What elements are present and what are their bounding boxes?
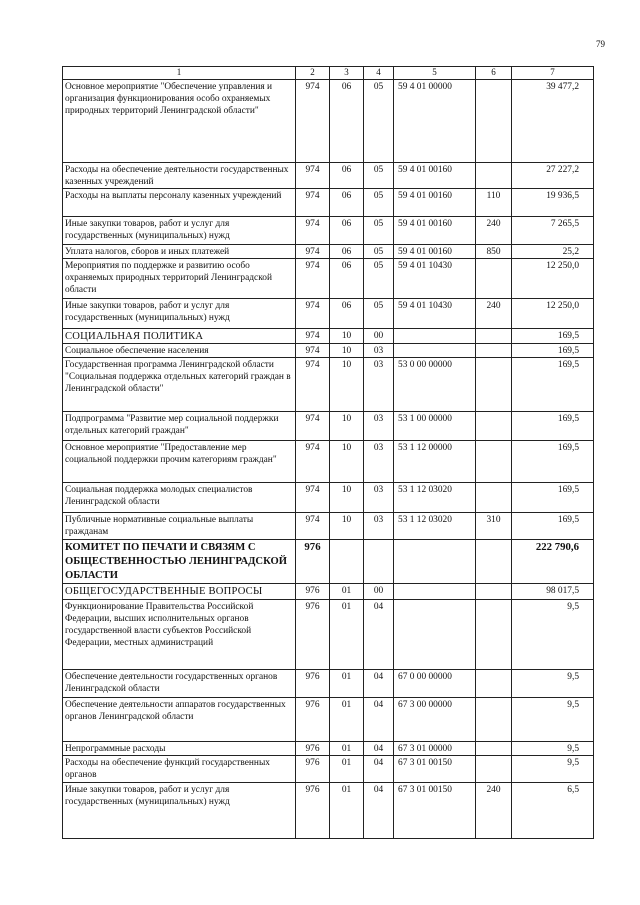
ministry-code: 974	[296, 162, 330, 188]
header-cell: 3	[330, 67, 364, 80]
section-code: 06	[330, 298, 364, 328]
expense-type	[476, 328, 512, 344]
ministry-code: 976	[296, 540, 330, 584]
header-cell: 4	[364, 67, 394, 80]
section-code: 10	[330, 358, 364, 412]
expense-type	[476, 540, 512, 584]
row-name: Основное мероприятие "Обеспечение управления и организация функционирования особо охраняемых природных территорий Ленинградской области"	[63, 79, 296, 162]
row-name: Функционирование Правительства Российской Федерации, высших исполнительных органов государственной власти субъектов Российской Федерации, местных администраций	[63, 599, 296, 669]
expense-type: 240	[476, 216, 512, 244]
row-name: Публичные нормативные социальные выплаты гражданам	[63, 513, 296, 540]
row-name: Обеспечение деятельности государственных органов Ленинградской области	[63, 669, 296, 697]
table-row	[63, 162, 594, 188]
row-name: Основное мероприятие "Предоставление мер социальной поддержки прочим категориям граждан"	[63, 441, 296, 483]
ministry-code: 974	[296, 258, 330, 298]
target-code	[394, 584, 476, 600]
expense-type: 310	[476, 513, 512, 540]
ministry-code: 974	[296, 344, 330, 358]
amount: 169,5	[512, 513, 594, 540]
ministry-code: 974	[296, 328, 330, 344]
subsection-code: 03	[364, 358, 394, 412]
section-code: 10	[330, 328, 364, 344]
table-row	[63, 669, 594, 697]
header-row	[63, 67, 594, 80]
ministry-code: 976	[296, 755, 330, 782]
section-code: 10	[330, 483, 364, 513]
amount: 169,5	[512, 328, 594, 344]
row-name: КОМИТЕТ ПО ПЕЧАТИ И СВЯЗЯМ С ОБЩЕСТВЕННОСТЬЮ ЛЕНИНГРАДСКОЙ ОБЛАСТИ	[63, 540, 296, 584]
table-row	[63, 358, 594, 412]
subsection-code: 04	[364, 599, 394, 669]
row-name: Уплата налогов, сборов и иных платежей	[63, 244, 296, 258]
expense-type	[476, 358, 512, 412]
expense-type	[476, 741, 512, 755]
subsection-code: 05	[364, 79, 394, 162]
subsection-code: 03	[364, 344, 394, 358]
expense-type	[476, 258, 512, 298]
subsection-code: 04	[364, 669, 394, 697]
subsection-code: 03	[364, 412, 394, 441]
row-name: Подпрограмма "Развитие мер социальной поддержки отдельных категорий граждан"	[63, 412, 296, 441]
section-code: 01	[330, 697, 364, 741]
subsection-code: 04	[364, 741, 394, 755]
ministry-code: 974	[296, 358, 330, 412]
ministry-code: 974	[296, 188, 330, 216]
table-row	[63, 244, 594, 258]
amount: 27 227,2	[512, 162, 594, 188]
expense-type	[476, 441, 512, 483]
ministry-code: 974	[296, 513, 330, 540]
section-code: 06	[330, 188, 364, 216]
expense-type	[476, 162, 512, 188]
expense-type: 240	[476, 782, 512, 838]
ministry-code: 974	[296, 412, 330, 441]
header-cell: 2	[296, 67, 330, 80]
subsection-code: 00	[364, 584, 394, 600]
ministry-code: 974	[296, 244, 330, 258]
amount: 7 265,5	[512, 216, 594, 244]
expense-type	[476, 755, 512, 782]
amount: 169,5	[512, 483, 594, 513]
target-code	[394, 540, 476, 584]
ministry-code: 974	[296, 483, 330, 513]
page-number: 79	[596, 39, 605, 49]
target-code	[394, 599, 476, 669]
row-name: Иные закупки товаров, работ и услуг для государственных (муниципальных) нужд	[63, 298, 296, 328]
amount: 12 250,0	[512, 298, 594, 328]
table-row	[63, 344, 594, 358]
subsection-code: 05	[364, 162, 394, 188]
section-code: 10	[330, 513, 364, 540]
subsection-code: 03	[364, 441, 394, 483]
ministry-code: 974	[296, 216, 330, 244]
expense-type: 850	[476, 244, 512, 258]
row-name: Государственная программа Ленинградской области "Социальная поддержка отдельных категорий граждан в Ленинградской области"	[63, 358, 296, 412]
subsection-code: 05	[364, 188, 394, 216]
section-code: 10	[330, 441, 364, 483]
section-code: 01	[330, 755, 364, 782]
target-code: 67 0 00 00000	[394, 669, 476, 697]
expense-type	[476, 79, 512, 162]
section-code	[330, 540, 364, 584]
subsection-code: 04	[364, 782, 394, 838]
expense-type: 110	[476, 188, 512, 216]
table-row	[63, 216, 594, 244]
amount: 6,5	[512, 782, 594, 838]
amount: 169,5	[512, 344, 594, 358]
ministry-code: 976	[296, 669, 330, 697]
section-code: 01	[330, 782, 364, 838]
amount: 9,5	[512, 669, 594, 697]
subsection-code: 04	[364, 755, 394, 782]
amount: 9,5	[512, 741, 594, 755]
target-code: 53 0 00 00000	[394, 358, 476, 412]
section-code: 06	[330, 162, 364, 188]
expense-type	[476, 584, 512, 600]
budget-table	[62, 66, 594, 839]
subsection-code: 03	[364, 483, 394, 513]
row-name: ОБЩЕГОСУДАРСТВЕННЫЕ ВОПРОСЫ	[63, 584, 296, 600]
expense-type	[476, 483, 512, 513]
subsection-code	[364, 540, 394, 584]
amount: 9,5	[512, 755, 594, 782]
table-row	[63, 483, 594, 513]
header-cell: 5	[394, 67, 476, 80]
amount: 169,5	[512, 358, 594, 412]
expense-type	[476, 344, 512, 358]
amount: 19 936,5	[512, 188, 594, 216]
expense-type	[476, 697, 512, 741]
row-name: Обеспечение деятельности аппаратов государственных органов Ленинградской области	[63, 697, 296, 741]
subsection-code: 05	[364, 258, 394, 298]
target-code: 59 4 01 10430	[394, 298, 476, 328]
table-row	[63, 584, 594, 600]
target-code: 59 4 01 00000	[394, 79, 476, 162]
section-code: 06	[330, 258, 364, 298]
table-row	[63, 258, 594, 298]
table-row	[63, 188, 594, 216]
table-row	[63, 697, 594, 741]
subsection-code: 05	[364, 216, 394, 244]
expense-type	[476, 412, 512, 441]
target-code: 67 3 01 00150	[394, 755, 476, 782]
section-code: 01	[330, 741, 364, 755]
row-name: Расходы на обеспечение функций государственных органов	[63, 755, 296, 782]
ministry-code: 976	[296, 782, 330, 838]
ministry-code: 976	[296, 697, 330, 741]
expense-type: 240	[476, 298, 512, 328]
table-row	[63, 328, 594, 344]
amount: 222 790,6	[512, 540, 594, 584]
row-name: Расходы на обеспечение деятельности государственных казенных учреждений	[63, 162, 296, 188]
table-row	[63, 412, 594, 441]
amount: 9,5	[512, 599, 594, 669]
table-row	[63, 79, 594, 162]
amount: 39 477,2	[512, 79, 594, 162]
section-code: 01	[330, 669, 364, 697]
table-row	[63, 782, 594, 838]
target-code: 59 4 01 10430	[394, 258, 476, 298]
amount: 169,5	[512, 441, 594, 483]
row-name: Мероприятия по поддержке и развитию особо охраняемых природных территорий Ленинградской области	[63, 258, 296, 298]
target-code: 53 1 12 03020	[394, 513, 476, 540]
section-code: 10	[330, 412, 364, 441]
target-code: 67 3 01 00000	[394, 741, 476, 755]
target-code: 53 1 12 03020	[394, 483, 476, 513]
row-name: Социальное обеспечение населения	[63, 344, 296, 358]
section-code: 01	[330, 584, 364, 600]
row-name: Социальная поддержка молодых специалистов Ленинградской области	[63, 483, 296, 513]
ministry-code: 974	[296, 441, 330, 483]
target-code: 67 3 00 00000	[394, 697, 476, 741]
expense-type	[476, 599, 512, 669]
target-code: 53 1 00 00000	[394, 412, 476, 441]
table-row	[63, 441, 594, 483]
target-code: 59 4 01 00160	[394, 216, 476, 244]
section-code: 06	[330, 79, 364, 162]
ministry-code: 974	[296, 79, 330, 162]
target-code	[394, 344, 476, 358]
target-code: 59 4 01 00160	[394, 188, 476, 216]
amount: 25,2	[512, 244, 594, 258]
table-row	[63, 513, 594, 540]
subsection-code: 04	[364, 697, 394, 741]
amount: 169,5	[512, 412, 594, 441]
row-name: Иные закупки товаров, работ и услуг для государственных (муниципальных) нужд	[63, 782, 296, 838]
table-row	[63, 298, 594, 328]
row-name: Иные закупки товаров, работ и услуг для государственных (муниципальных) нужд	[63, 216, 296, 244]
header-cell: 7	[512, 67, 594, 80]
ministry-code: 976	[296, 599, 330, 669]
target-code: 67 3 01 00150	[394, 782, 476, 838]
table-row	[63, 755, 594, 782]
header-cell: 6	[476, 67, 512, 80]
subsection-code: 03	[364, 513, 394, 540]
row-name: СОЦИАЛЬНАЯ ПОЛИТИКА	[63, 328, 296, 344]
row-name: Расходы на выплаты персоналу казенных учреждений	[63, 188, 296, 216]
table-row	[63, 599, 594, 669]
expense-type	[476, 669, 512, 697]
table-row	[63, 741, 594, 755]
ministry-code: 976	[296, 741, 330, 755]
ministry-code: 974	[296, 298, 330, 328]
target-code: 53 1 12 00000	[394, 441, 476, 483]
amount: 12 250,0	[512, 258, 594, 298]
table-row	[63, 540, 594, 584]
amount: 9,5	[512, 697, 594, 741]
section-code: 06	[330, 216, 364, 244]
subsection-code: 05	[364, 244, 394, 258]
target-code: 59 4 01 00160	[394, 244, 476, 258]
target-code: 59 4 01 00160	[394, 162, 476, 188]
target-code	[394, 328, 476, 344]
row-name: Непрограммные расходы	[63, 741, 296, 755]
amount: 98 017,5	[512, 584, 594, 600]
ministry-code: 976	[296, 584, 330, 600]
subsection-code: 05	[364, 298, 394, 328]
section-code: 01	[330, 599, 364, 669]
header-cell: 1	[63, 67, 296, 80]
section-code: 06	[330, 244, 364, 258]
subsection-code: 00	[364, 328, 394, 344]
section-code: 10	[330, 344, 364, 358]
